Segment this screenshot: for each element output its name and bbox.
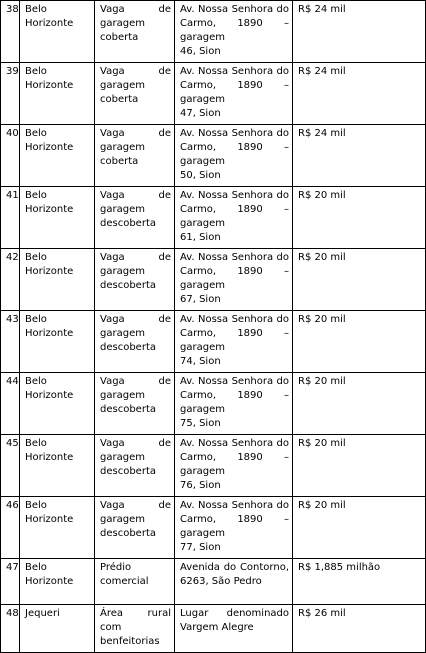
- table-row: [1, 63, 426, 125]
- address-line: Av. Nossa Senhora do: [180, 314, 289, 325]
- address-line: Av. Nossa Senhora do: [180, 4, 289, 15]
- value-cell: [293, 249, 426, 311]
- address-line: 77, Sion: [180, 542, 221, 553]
- property-type-line: garagem: [100, 390, 145, 401]
- value-cell: [293, 605, 426, 653]
- address-line: Carmo, 1890 – garagem: [180, 204, 289, 229]
- table-row: [1, 435, 426, 497]
- table-row: [1, 373, 426, 435]
- address-line: Av. Nossa Senhora do: [180, 190, 289, 201]
- property-type-line: Vaga de: [100, 376, 171, 387]
- property-value: R$ 24 mil: [298, 4, 346, 15]
- address-line: 6263, São Pedro: [180, 576, 262, 587]
- city-name: Belo Horizonte: [25, 562, 74, 587]
- city-cell: [20, 1, 95, 63]
- property-type-line: garagem: [100, 142, 145, 153]
- value-cell: [293, 373, 426, 435]
- property-type-line: descoberta: [100, 342, 156, 353]
- value-cell: [293, 497, 426, 559]
- property-type-line: descoberta: [100, 528, 156, 539]
- city-cell: [20, 559, 95, 605]
- property-type-cell: [95, 311, 175, 373]
- address-line: Avenida do Contorno,: [180, 562, 289, 573]
- property-value: R$ 20 mil: [298, 376, 346, 387]
- address-line: 75, Sion: [180, 418, 221, 429]
- property-type-line: garagem: [100, 204, 145, 215]
- table-row: [1, 125, 426, 187]
- row-number-cell: [1, 1, 20, 63]
- property-type-cell: [95, 1, 175, 63]
- row-number-cell: [1, 435, 20, 497]
- city-cell: [20, 497, 95, 559]
- table-row: [1, 605, 426, 653]
- address-cell: [175, 249, 293, 311]
- property-type-cell: [95, 249, 175, 311]
- address-line: Carmo, 1890 – garagem: [180, 452, 289, 477]
- address-cell: [175, 187, 293, 249]
- property-type-line: descoberta: [100, 218, 156, 229]
- property-type-line: Vaga de: [100, 314, 171, 325]
- table-row: [1, 249, 426, 311]
- address-cell: [175, 311, 293, 373]
- address-line: 67, Sion: [180, 294, 221, 305]
- property-type-line: garagem: [100, 80, 145, 91]
- property-type-line: descoberta: [100, 466, 156, 477]
- row-number-cell: [1, 605, 20, 653]
- city-cell: [20, 187, 95, 249]
- value-cell: [293, 435, 426, 497]
- property-value: R$ 20 mil: [298, 252, 346, 263]
- row-number-cell: [1, 187, 20, 249]
- address-line: Carmo, 1890 – garagem: [180, 80, 289, 105]
- city-name: Belo Horizonte: [25, 66, 74, 91]
- property-type-line: Vaga de: [100, 438, 171, 449]
- row-number-cell: [1, 497, 20, 559]
- value-cell: [293, 125, 426, 187]
- city-name: Belo Horizonte: [25, 376, 74, 401]
- property-type-line: benfeitorias: [100, 636, 160, 647]
- city-name: Belo Horizonte: [25, 190, 74, 215]
- row-number: 46: [6, 500, 19, 511]
- city-name: Belo Horizonte: [25, 438, 74, 463]
- table-row: [1, 497, 426, 559]
- address-cell: [175, 373, 293, 435]
- city-cell: [20, 605, 95, 653]
- property-value: R$ 1,885 milhão: [298, 562, 381, 573]
- property-type-line: coberta: [100, 94, 139, 105]
- property-value: R$ 20 mil: [298, 500, 346, 511]
- city-cell: [20, 249, 95, 311]
- address-line: Av. Nossa Senhora do: [180, 438, 289, 449]
- property-type-line: coberta: [100, 32, 139, 43]
- address-cell: [175, 605, 293, 653]
- address-cell: [175, 497, 293, 559]
- table-row: [1, 311, 426, 373]
- address-line: 46, Sion: [180, 46, 221, 57]
- property-type-line: Vaga de: [100, 252, 171, 263]
- address-line: 50, Sion: [180, 170, 221, 181]
- city-name: Belo Horizonte: [25, 252, 74, 277]
- property-type-line: garagem: [100, 514, 145, 525]
- city-name: Jequeri: [25, 608, 60, 619]
- property-type-cell: [95, 125, 175, 187]
- address-line: Carmo, 1890 – garagem: [180, 142, 289, 167]
- address-line: Lugar denominado: [180, 608, 289, 619]
- table-row: [1, 559, 426, 605]
- property-value: R$ 26 mil: [298, 608, 346, 619]
- address-line: Carmo, 1890 – garagem: [180, 390, 289, 415]
- property-type-cell: [95, 373, 175, 435]
- address-line: Carmo, 1890 – garagem: [180, 514, 289, 539]
- city-cell: [20, 125, 95, 187]
- property-value: R$ 20 mil: [298, 438, 346, 449]
- row-number: 43: [6, 314, 19, 325]
- row-number-cell: [1, 249, 20, 311]
- row-number: 38: [6, 4, 19, 15]
- property-type-line: garagem: [100, 452, 145, 463]
- property-value: R$ 20 mil: [298, 314, 346, 325]
- row-number: 48: [6, 608, 19, 619]
- address-line: Av. Nossa Senhora do: [180, 252, 289, 263]
- address-cell: [175, 125, 293, 187]
- address-line: Av. Nossa Senhora do: [180, 376, 289, 387]
- property-value: R$ 20 mil: [298, 190, 346, 201]
- address-line: Carmo, 1890 – garagem: [180, 266, 289, 291]
- city-cell: [20, 63, 95, 125]
- address-line: Av. Nossa Senhora do: [180, 128, 289, 139]
- property-value: R$ 24 mil: [298, 66, 346, 77]
- property-type-cell: [95, 63, 175, 125]
- property-type-line: garagem: [100, 266, 145, 277]
- table-row: [1, 187, 426, 249]
- address-cell: [175, 63, 293, 125]
- property-value: R$ 24 mil: [298, 128, 346, 139]
- city-cell: [20, 373, 95, 435]
- property-type-line: Vaga de: [100, 500, 171, 511]
- property-type-cell: [95, 435, 175, 497]
- row-number-cell: [1, 311, 20, 373]
- address-cell: [175, 559, 293, 605]
- row-number: 44: [6, 376, 19, 387]
- address-line: Carmo, 1890 – garagem: [180, 328, 289, 353]
- address-cell: [175, 435, 293, 497]
- value-cell: [293, 559, 426, 605]
- property-type-line: Vaga de: [100, 4, 171, 15]
- row-number-cell: [1, 559, 20, 605]
- row-number: 40: [6, 128, 19, 139]
- city-name: Belo Horizonte: [25, 128, 74, 153]
- property-type-line: descoberta: [100, 280, 156, 291]
- city-cell: [20, 435, 95, 497]
- table-row: [1, 1, 426, 63]
- property-type-cell: [95, 187, 175, 249]
- city-name: Belo Horizonte: [25, 4, 74, 29]
- row-number-cell: [1, 63, 20, 125]
- value-cell: [293, 311, 426, 373]
- value-cell: [293, 63, 426, 125]
- row-number-cell: [1, 125, 20, 187]
- property-type-line: garagem: [100, 18, 145, 29]
- value-cell: [293, 1, 426, 63]
- city-cell: [20, 311, 95, 373]
- row-number: 39: [6, 66, 19, 77]
- row-number: 47: [6, 562, 19, 573]
- property-type-cell: [95, 497, 175, 559]
- address-line: Vargem Alegre: [180, 622, 254, 633]
- property-type-line: Vaga de: [100, 190, 171, 201]
- address-line: Carmo, 1890 – garagem: [180, 18, 289, 43]
- address-line: Av. Nossa Senhora do: [180, 66, 289, 77]
- row-number: 45: [6, 438, 19, 449]
- row-number: 42: [6, 252, 19, 263]
- property-type-line: Vaga de: [100, 66, 171, 77]
- property-type-line: Vaga de: [100, 128, 171, 139]
- row-number: 41: [6, 190, 19, 201]
- city-name: Belo Horizonte: [25, 314, 74, 339]
- row-number-cell: [1, 373, 20, 435]
- property-type-line: Prédio comercial: [100, 562, 149, 587]
- address-line: 61, Sion: [180, 232, 221, 243]
- address-line: 47, Sion: [180, 108, 221, 119]
- value-cell: [293, 187, 426, 249]
- address-cell: [175, 1, 293, 63]
- property-type-line: coberta: [100, 156, 139, 167]
- address-line: 74, Sion: [180, 356, 221, 367]
- address-line: Av. Nossa Senhora do: [180, 500, 289, 511]
- property-type-line: Área rural com: [100, 608, 171, 633]
- address-line: 76, Sion: [180, 480, 221, 491]
- property-type-cell: [95, 605, 175, 653]
- property-type-line: garagem: [100, 328, 145, 339]
- property-type-line: descoberta: [100, 404, 156, 415]
- property-type-cell: [95, 559, 175, 605]
- city-name: Belo Horizonte: [25, 500, 74, 525]
- property-table-body: [1, 1, 426, 653]
